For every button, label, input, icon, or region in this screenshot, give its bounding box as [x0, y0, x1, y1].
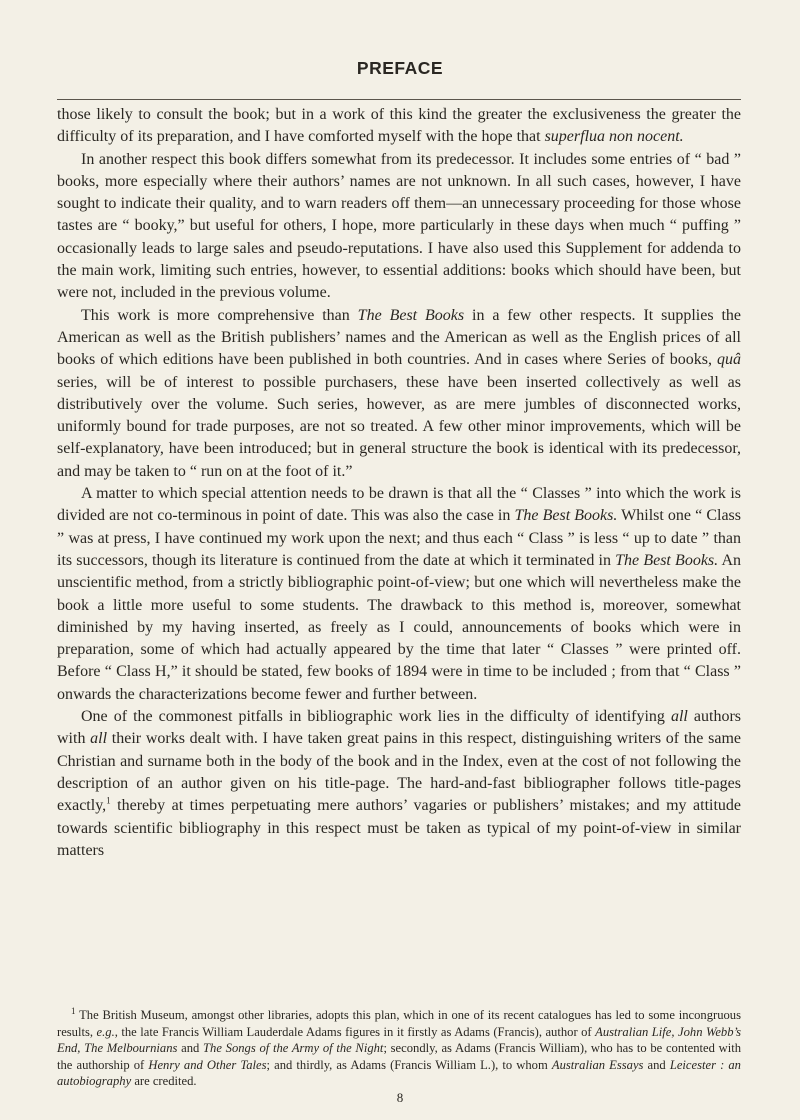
- text-run: ; and thirdly, as Adams (Francis William L.), to whom: [266, 1057, 552, 1072]
- page-title: PREFACE: [356, 58, 444, 78]
- italic-text: The Best Books: [357, 306, 465, 324]
- italic-text: Australian Essays: [551, 1057, 644, 1072]
- italic-text: Leicester : an autobiography: [57, 1057, 741, 1088]
- footnote: [57, 1007, 741, 1090]
- italic-text: superflua non nocent.: [544, 128, 684, 146]
- text-run: The British Museum, amongst other libraries, adopts this plan, which in one of its recent catalogues has led to some incongruous results,: [57, 1008, 741, 1039]
- text-run: series, will be of interest to possible purchasers, these have been inserted collectively as well as distributively over the volume. Such series, however, as are mere jumbles of disconnected works, uniformly bound for trade purposes, are not so treated. A few other minor improvements, which will be self-explanatory, have been introduced; but in general structure the book is identical with its predecessor, and may be taken to “ run on at the foot of it.”: [57, 373, 741, 480]
- text-run: ; secondly, as Adams (Francis William), who has to be contented with the authorship of: [57, 1041, 741, 1072]
- italic-text: Australian Life, John Webb’s End, The Melbournians: [57, 1024, 741, 1055]
- text-run: are credited.: [131, 1074, 197, 1088]
- text-run: A matter to which special attention needs to be drawn is that all the “ Classes ” into which the work is divided are not co-terminous in point of date. This was also the case in: [57, 485, 741, 525]
- footnotes: [57, 1007, 741, 1090]
- italic-text: all: [670, 708, 688, 726]
- text-run: An unscientific method, from a strictly bibliographic point-of-view; but one which will nevertheless make the book a little more useful to some students. The drawback to this method is, moreover, somewhat diminished by my having inserted, as freely as I could, announcements of books which were in preparation, some of which had actually appeared by the time that later “ Classes ” were printed off. Before “ Class H,” it should be stated, few books of 1894 were in time to be included ; from that “ Class ” onwards the characterizations become fewer and further between.: [57, 551, 742, 703]
- text-run: In another respect this book differs somewhat from its predecessor. It includes some entries of “ bad ” books, more especially where their authors’ names are not unknown. In all such cases, however, I have sought to indicate their quality, and to warn readers off them—an unnecessary proceeding for those whose tastes are “ booky,” but useful for others, I hope, more particularly in these days when much “ puffing ” occasionally leads to large sales and pseudo-reputations. I have also used this Supplement for addenda to the main work, limiting such entries, however, to essential additions: books which should have been, but were not, included in the previous volume.: [57, 150, 741, 302]
- text-run: thereby at times perpetuating mere authors’ vagaries or publishers’ mistakes; and my attitude towards scientific bibliography in this respect must be taken as typical of my point-of-view in similar matters: [57, 797, 741, 859]
- italic-text: The Best Books.: [514, 507, 618, 525]
- footnote-marker: 1: [71, 1005, 76, 1016]
- text-run: and: [643, 1057, 670, 1072]
- italic-text: The Songs of the Army of the Night: [203, 1041, 384, 1055]
- header-rule: [57, 99, 741, 100]
- italic-text: all: [90, 730, 108, 748]
- text-run: and: [177, 1041, 204, 1055]
- italic-text: e.g.: [96, 1024, 115, 1039]
- text-run: Whilst one “ Class ” was at press, I have continued my work upon the next; and thus each “ Class ” is less “ up to date ” than its successors, though its literature is continued from the date at which it terminated in: [57, 507, 742, 569]
- paragraph: [57, 104, 741, 149]
- body-text: [57, 104, 741, 862]
- page-number: 8: [396, 1090, 404, 1105]
- text-run: One of the commonest pitfalls in bibliographic work lies in the difficulty of identifying: [81, 708, 671, 726]
- text-run: in a few other respects. It supplies the American as well as the British publishers’ names and the American as well as the English prices of all books of which editions have been published in both countries. And in cases where Series of books,: [57, 306, 742, 369]
- text-run: This work is more comprehensive than: [81, 306, 358, 324]
- paragraph: [57, 305, 741, 483]
- text-run: those likely to consult the book; but in a work of this kind the greater the exclusiveness the greater the difficulty of its preparation, and I have comforted myself with the hope that: [57, 106, 741, 146]
- text-run: authors with: [57, 708, 742, 748]
- text-run: their works dealt with. I have taken great pains in this respect, distinguishing writers of the same Christian and surname both in the body of the book and in the Index, even at the cost of not following the description of an author given on his title-page. The hard-and-fast bibliographer follows title-pages exactly,: [57, 730, 741, 815]
- paragraph: [57, 706, 741, 862]
- paragraph: [57, 483, 741, 706]
- italic-text: Henry and Other Tales: [148, 1057, 267, 1072]
- paragraph: [57, 149, 741, 305]
- footnote-marker: 1: [106, 795, 111, 806]
- italic-text: The Best Books.: [615, 551, 719, 569]
- italic-text: quâ: [717, 351, 741, 369]
- text-run: , the late Francis William Lauderdale Adams figures in it firstly as Adams (Francis), author of: [114, 1024, 596, 1039]
